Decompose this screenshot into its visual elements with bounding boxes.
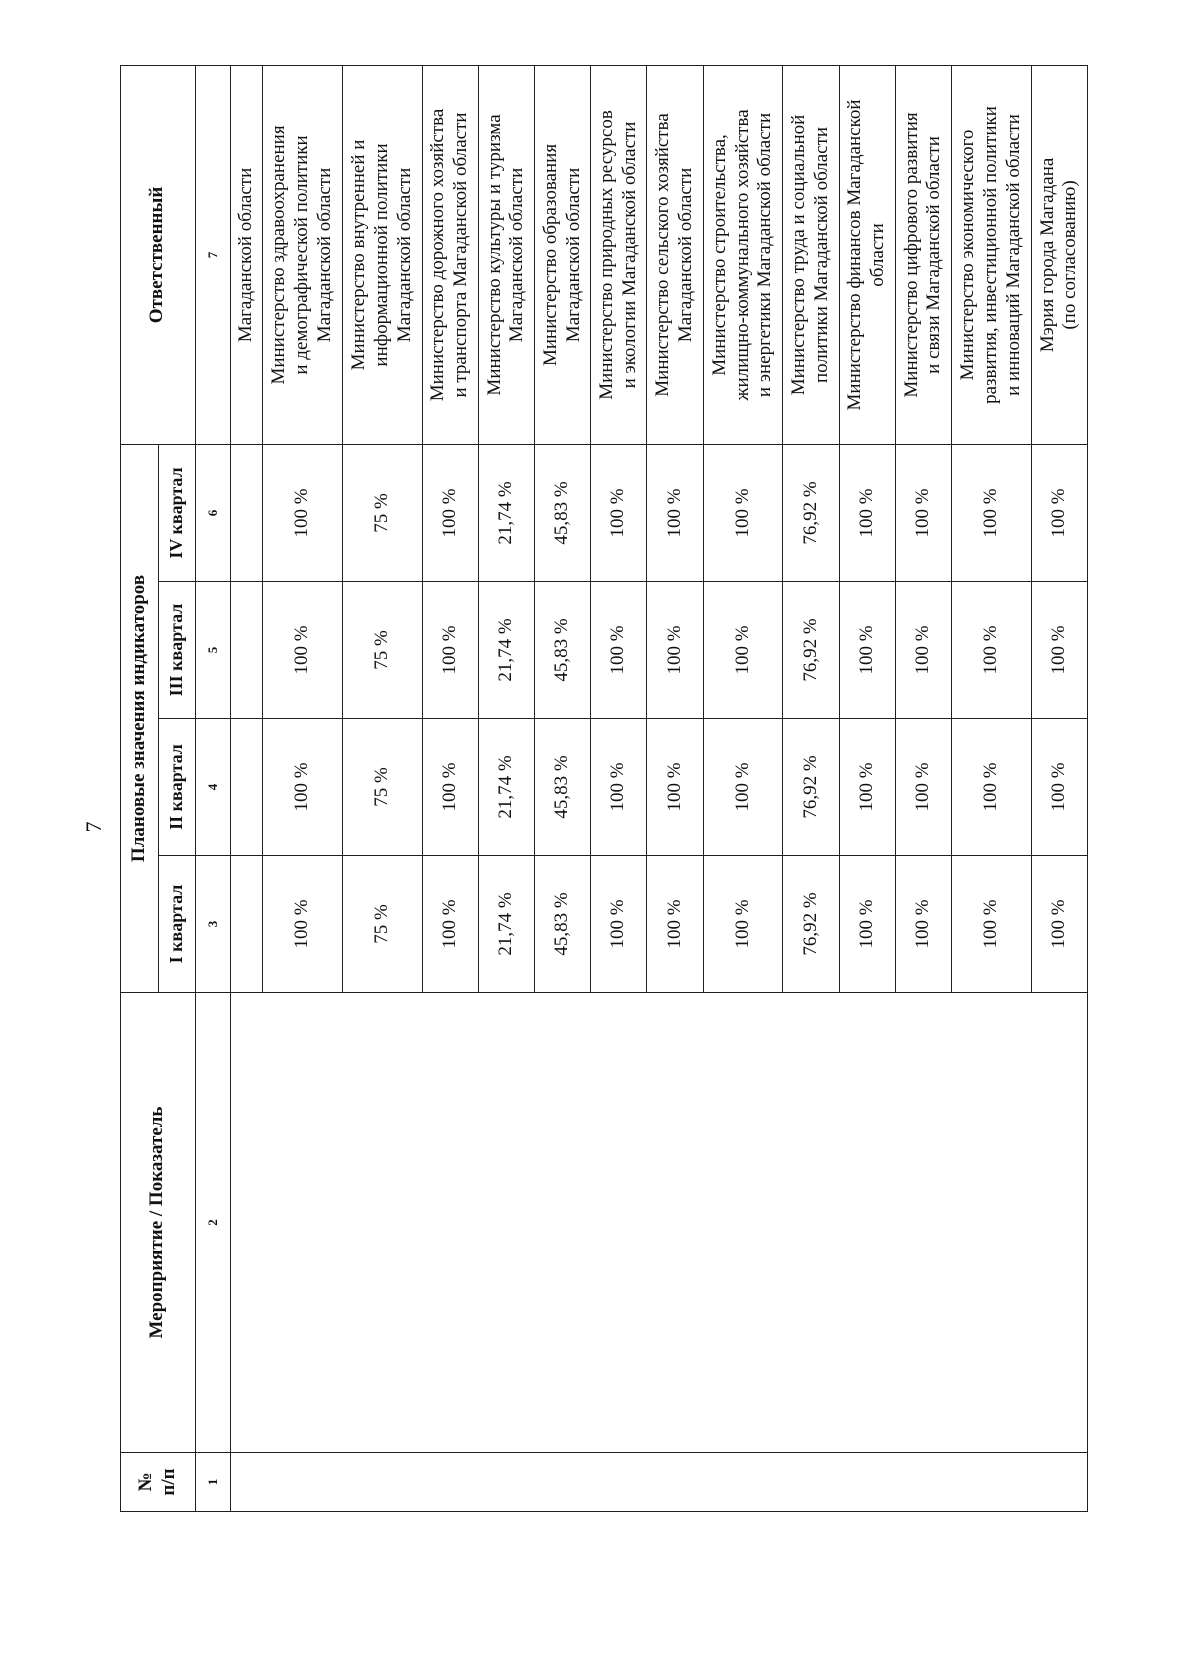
header-number: № п/п (121, 1453, 196, 1512)
q3-value: 76,92 % (783, 582, 839, 719)
q1-value: 100 % (703, 856, 783, 993)
q4-value (231, 444, 263, 581)
responsible-cell: Министерство здравоохранения и демографической политики Магаданской области (263, 65, 343, 444)
q4-value: 100 % (895, 444, 951, 581)
column-number: 5 (195, 582, 231, 719)
column-number: 6 (195, 444, 231, 581)
q2-value: 45,83 % (534, 719, 590, 856)
header-row-1 (121, 65, 159, 1511)
responsible-cell: Министерство культуры и туризма Магаданской области (478, 65, 534, 444)
header-planned-values: Плановые значения индикаторов (121, 444, 159, 992)
rotated-table-container (120, 66, 1088, 1512)
column-number: 1 (195, 1453, 231, 1512)
q4-value: 100 % (647, 444, 703, 581)
column-number: 7 (195, 65, 231, 444)
q3-value: 100 % (422, 582, 478, 719)
responsible-cell: Министерство строительства, жилищно-коммунального хозяйства и энергетики Магаданской области (703, 65, 783, 444)
q2-value: 100 % (591, 719, 647, 856)
q4-value: 100 % (951, 444, 1031, 581)
header-quarter-3: III квартал (158, 582, 195, 719)
page-number: 7 (81, 821, 106, 833)
column-number: 4 (195, 719, 231, 856)
q3-value: 100 % (591, 582, 647, 719)
event-cell (231, 993, 1088, 1453)
header-quarter-1: I квартал (158, 856, 195, 993)
q3-value: 45,83 % (534, 582, 590, 719)
table-row (231, 65, 263, 1511)
q1-value: 100 % (647, 856, 703, 993)
q3-value: 100 % (839, 582, 895, 719)
q2-value: 76,92 % (783, 719, 839, 856)
responsible-cell: Министерство финансов Магаданской области (839, 65, 895, 444)
q2-value: 21,74 % (478, 719, 534, 856)
responsible-cell: Министерство природных ресурсов и экологии Магаданской области (591, 65, 647, 444)
q1-value: 100 % (422, 856, 478, 993)
header-quarter-2: II квартал (158, 719, 195, 856)
q2-value: 100 % (422, 719, 478, 856)
q2-value: 100 % (647, 719, 703, 856)
q3-value: 75 % (342, 582, 422, 719)
q4-value: 100 % (263, 444, 343, 581)
q2-value: 100 % (1031, 719, 1087, 856)
q2-value: 100 % (703, 719, 783, 856)
column-number: 3 (195, 856, 231, 993)
responsible-cell: Магаданской области (231, 65, 263, 444)
q2-value: 100 % (895, 719, 951, 856)
responsible-cell: Мэрия города Магадана (по согласованию) (1031, 65, 1087, 444)
responsible-cell: Министерство цифрового развития и связи Магаданской области (895, 65, 951, 444)
q3-value: 100 % (1031, 582, 1087, 719)
q1-value: 100 % (839, 856, 895, 993)
header-quarter-4: IV квартал (158, 444, 195, 581)
q4-value: 75 % (342, 444, 422, 581)
q2-value: 100 % (951, 719, 1031, 856)
q1-value: 100 % (895, 856, 951, 993)
q2-value (231, 719, 263, 856)
q2-value: 100 % (839, 719, 895, 856)
header-event: Мероприятие / Показатель (121, 993, 196, 1453)
q1-value: 75 % (342, 856, 422, 993)
q4-value: 100 % (591, 444, 647, 581)
responsible-cell: Министерство сельского хозяйства Магаданской области (647, 65, 703, 444)
q4-value: 21,74 % (478, 444, 534, 581)
responsible-cell: Министерство внутренней и информационной политики Магаданской области (342, 65, 422, 444)
column-number: 2 (195, 993, 231, 1453)
header-responsible: Ответственный (121, 65, 196, 444)
q4-value: 76,92 % (783, 444, 839, 581)
q1-value: 21,74 % (478, 856, 534, 993)
q4-value: 100 % (703, 444, 783, 581)
responsible-cell: Министерство образования Магаданской области (534, 65, 590, 444)
q1-value: 100 % (951, 856, 1031, 993)
responsible-cell: Министерство дорожного хозяйства и транспорта Магаданской области (422, 65, 478, 444)
q2-value: 100 % (263, 719, 343, 856)
q1-value: 100 % (1031, 856, 1087, 993)
q4-value: 100 % (839, 444, 895, 581)
q1-value: 76,92 % (783, 856, 839, 993)
q1-value (231, 856, 263, 993)
q3-value: 100 % (703, 582, 783, 719)
responsible-cell: Министерство труда и социальной политики Магаданской области (783, 65, 839, 444)
q2-value: 75 % (342, 719, 422, 856)
q3-value: 100 % (263, 582, 343, 719)
q3-value: 21,74 % (478, 582, 534, 719)
q1-value: 45,83 % (534, 856, 590, 993)
q1-value: 100 % (591, 856, 647, 993)
q4-value: 100 % (422, 444, 478, 581)
q3-value: 100 % (895, 582, 951, 719)
q4-value: 45,83 % (534, 444, 590, 581)
q3-value: 100 % (951, 582, 1031, 719)
q4-value: 100 % (1031, 444, 1087, 581)
responsible-cell: Министерство экономического развития, инвестиционной политики и инноваций Магаданской области (951, 65, 1031, 444)
indicators-table (120, 65, 1088, 1512)
q1-value: 100 % (263, 856, 343, 993)
q3-value (231, 582, 263, 719)
q3-value: 100 % (647, 582, 703, 719)
column-numbering-row (195, 65, 231, 1511)
row-number-cell (231, 1453, 1088, 1512)
